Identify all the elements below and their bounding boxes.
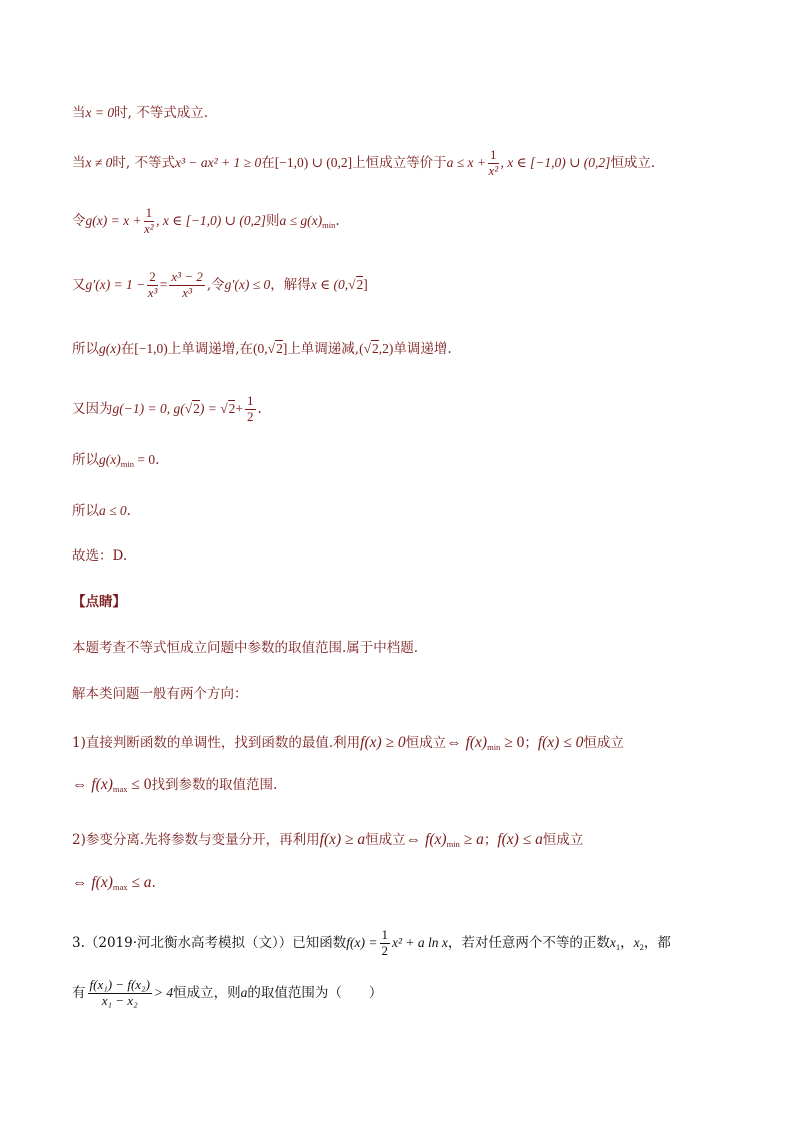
sqrt-sign: √	[363, 341, 372, 356]
line-direction-2: 2)参变分离.先将参数与变量分开，再利用f(x) ≥ a恒成立⇔ $f(x)_{min} \ge a$；f(x) ≤ a恒成立	[72, 831, 584, 849]
line-x-neq-0: 当x ≠ 0时, 不等式x³ − ax² + 1 ≥ 0在[−1,0) ∪ (0,2]上恒成立等价于a ≤ x + $\frac{1}{\text{x²}}$ , x ∈ [−1,0) ∪ (0,2]恒成立.	[72, 147, 656, 178]
fraction: $\frac{1}{2}$	[247, 393, 254, 424]
line-values: 又因为g(−1) = 0, g(√2) = √2+ $\frac{1}{2}$ .	[72, 393, 262, 424]
fraction: $\frac{2}{\text{x³}}$	[147, 269, 158, 300]
line-answer: 故选：D.	[72, 548, 128, 564]
fraction: $\frac{\text{x³ − 2}}{\text{x³}}$	[171, 269, 203, 300]
sqrt-sign: √	[267, 341, 276, 356]
line-a-le-0: 所以a ≤ 0.	[72, 503, 131, 519]
line-direction-1: 1)直接判断函数的单调性，找到函数的最值.利用f(x) ≥ 0恒成立⇔ $f(x)_{min} \ge 0$；f(x) ≤ 0恒成立	[72, 734, 624, 752]
sqrt-sign: √	[184, 400, 193, 416]
sqrt-sign: √	[348, 276, 356, 292]
line-define-g: 令g(x) = x + $\frac{1}{\text{x²}}$ , x ∈ [−1,0) ∪ (0,2]则$a \le g(x)_{min}$.	[72, 205, 340, 236]
line-monotonic: 所以g(x)在[−1,0)上单调递增,在(0,√2]上单调递减,(√2,2)单调递增.	[72, 341, 452, 357]
question-3-condition: 有 $\frac{\text{f(x₁) − f(x₂)}}{\text{x₁ − x₂}}$ > 4恒成立，则a的取值范围为（ ）	[72, 977, 383, 1008]
line-gmin: 所以$g(x)_{min} = 0$.	[72, 452, 160, 469]
line-summary: 本题考查不等式恒成立问题中参数的取值范围.属于中档题.	[72, 640, 419, 656]
sqrt-sign: √	[216, 400, 228, 416]
fraction: $\frac{1}{2}$	[381, 927, 388, 958]
line-two-directions: 解本类问题一般有两个方向：	[72, 686, 248, 702]
fraction: $\frac{1}{\text{x²}}$	[488, 147, 499, 178]
section-heading-dianjing: 【点睛】	[72, 594, 126, 610]
line-direction-2-cont: ⇔ $f(x)_{max} \le a$.	[72, 874, 156, 892]
fraction: $\frac{1}{\text{x²}}$	[143, 205, 154, 236]
fraction: $\frac{\text{f(x₁) − f(x₂)}}{\text{x₁ − x₂}}$	[89, 977, 150, 1008]
line-derivative: 又g′(x) = 1 − $\frac{2}{\text{x³}}$ = $\frac{\text{x³ − 2}}{\text{x³}}$ ,令g′(x) ≤ 0，解得x ∈ (0,√2]	[72, 269, 368, 300]
line-x-eq-0: 当x = 0时, 不等式成立.	[72, 105, 208, 121]
question-3-stem: 3.（2019·河北衡水高考模拟（文））已知函数f(x) = $\frac{1}{2}$ x² + a ln x，若对任意两个不等的正数$x_1$，$x_2$，都	[72, 927, 671, 958]
line-direction-1-cont: ⇔ $f(x)_{max} \le 0$找到参数的取值范围.	[72, 776, 278, 794]
